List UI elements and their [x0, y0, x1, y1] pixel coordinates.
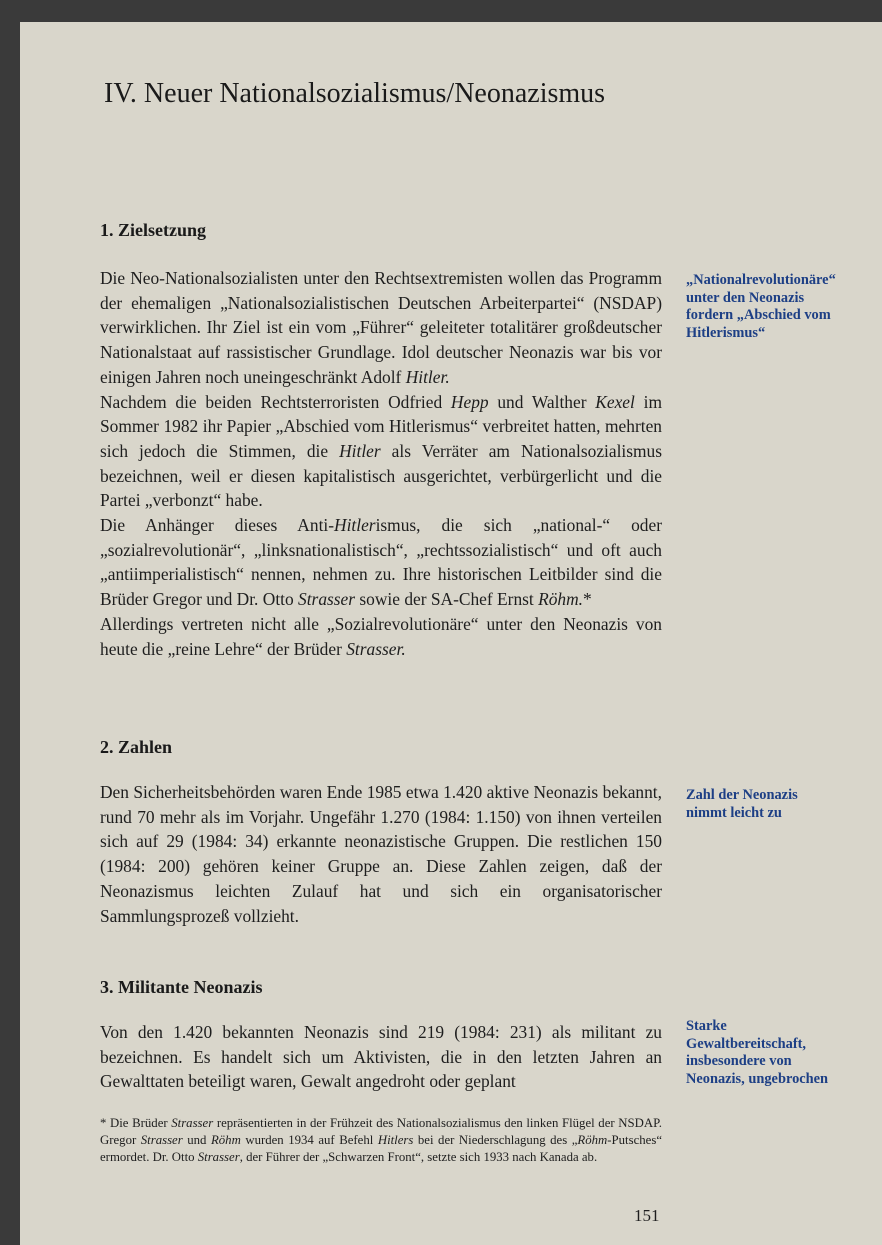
italic-name: Röhm [577, 1133, 608, 1147]
paragraph [100, 266, 662, 390]
italic-name: Röhm [210, 1133, 241, 1147]
margin-note-militante-neonazis: Starke Gewaltbereitschaft, insbesondere von Neonazis, ungebrochen [686, 1018, 829, 1087]
document-page [20, 22, 882, 1245]
text-run: Allerdings vertreten nicht alle „Sozialrevolutionäre“ unter den Neonazis von heute die „reine Lehre“ der Brüder [100, 613, 662, 659]
paragraph [100, 1020, 662, 1094]
scan-border-left [0, 0, 20, 1245]
text-run: * [583, 589, 592, 610]
paragraph [100, 513, 662, 612]
text-run: wurden 1934 auf Befehl [240, 1133, 378, 1147]
italic-name: Strasser [298, 589, 356, 610]
italic-name: Hitler. [405, 366, 450, 387]
italic-name: Hitlers [377, 1133, 414, 1147]
section-heading-zielsetzung: 1. Zielsetzung [100, 220, 206, 240]
text-run: und Walther [488, 391, 596, 412]
italic-name: Strasser [197, 1150, 240, 1164]
section-body-zielsetzung [100, 266, 662, 661]
italic-name: Hitler [339, 440, 381, 461]
paragraph [100, 390, 662, 514]
page-number: 151 [634, 1206, 660, 1225]
section-body-militante-neonazis [100, 1020, 662, 1094]
text-run: -Putsches“ ermordet. Dr. Otto [100, 1133, 662, 1164]
text-run: sowie der SA-Chef Ernst [355, 589, 539, 610]
text-run: Die Anhänger dieses Anti- [100, 515, 335, 536]
text-run: Die Neo-Nationalsozialisten unter den Rechtsextremisten wollen das Programm der ehemaligen „Nationalsozialistischen Deutschen Arbeiterpartei“ (NSDAP) verwirklichen. Ihr Ziel ist ein vom „Führer“ geleiteter totalitärer großdeutscher Nationalstaat auf rassistischer Grundlage. Idol deutscher Neonazis war bis vor einigen Jahren noch uneingeschränkt Adolf [100, 268, 662, 387]
italic-name: Kexel [595, 391, 635, 412]
section-heading-zahlen: 2. Zahlen [100, 737, 173, 757]
paragraph [100, 780, 662, 928]
italic-name: Strasser [171, 1116, 214, 1130]
section-body-zahlen [100, 780, 662, 928]
section-heading-militante-neonazis: 3. Militante Neonazis [100, 977, 263, 997]
text-run: und [182, 1133, 211, 1147]
italic-name: Hepp [450, 391, 489, 412]
text-run: * Die Brüder [100, 1116, 172, 1130]
italic-name: Röhm. [538, 589, 584, 610]
scan-border-top [0, 0, 882, 22]
text-run: Nachdem die beiden Rechtsterroristen Odfried [100, 391, 451, 412]
text-run: bei der Niederschlagung des „ [413, 1133, 578, 1147]
text-run: ismus, die sich „national-“ oder „sozialrevolutionär“, „linksnationalistisch“, „rechtssozialistisch“ und oft auch „antiimperialistisch“ nennen, nehmen zu. Ihre historischen Leitbilder sind die Brüder Gregor und Dr. Otto [100, 515, 662, 610]
text-run: repräsentierten in der Frühzeit des Nationalsozialismus den linken Flügel der NSDAP. Gregor [100, 1116, 662, 1147]
paragraph [100, 612, 662, 661]
text-run: im Sommer 1982 ihr Papier „Abschied vom Hitlerismus“ verbreitet hatten, mehrten sich jedoch die Stimmen, die [100, 391, 662, 461]
margin-note-zahlen: Zahl der Neonazis nimmt leicht zu [686, 787, 798, 821]
text-run: , der Führer der „Schwarzen Front“, setzte sich 1933 nach Kanada ab. [239, 1150, 598, 1164]
text-run: als Verräter am Nationalsozialismus bezeichnen, weil er diesen kapitalistisch ausgerichtet, verbürgerlicht und die Partei „verbonzt“ habe. [100, 440, 663, 511]
text-run: Von den 1.420 bekannten Neonazis sind 219 (1984: 231) als militant zu bezeichnen. Es handelt sich um Aktivisten, die in den letzten Jahren an Gewalttaten beteiligt waren, Gewalt angedroht oder geplant [100, 1022, 662, 1092]
italic-name: Strasser. [346, 638, 406, 659]
italic-name: Strasser [140, 1133, 183, 1147]
chapter-title: IV. Neuer Nationalsozialismus/Neonazismus [104, 78, 606, 109]
text-run: Den Sicherheitsbehörden waren Ende 1985 etwa 1.420 aktive Neonazis bekannt, rund 70 mehr als im Vorjahr. Ungefähr 1.270 (1984: 1.150) von ihnen verteilen sich auf 29 (1984: 34) erkannte neonazistische Gruppen. Die restlichen 150 (1984: 200) gehören keiner Gruppe an. Diese Zahlen zeigen, daß der Neonazismus leichten Zulauf hat und sich ein organisatorischer Sammlungsprozeß vollzieht. [100, 782, 662, 926]
footnote [100, 1115, 662, 1166]
margin-note-zielsetzung: „Nationalrevolutionäre“ unter den Neonazis fordern „Abschied vom Hitlerismus“ [686, 272, 836, 341]
italic-name: Hitler [334, 515, 376, 536]
